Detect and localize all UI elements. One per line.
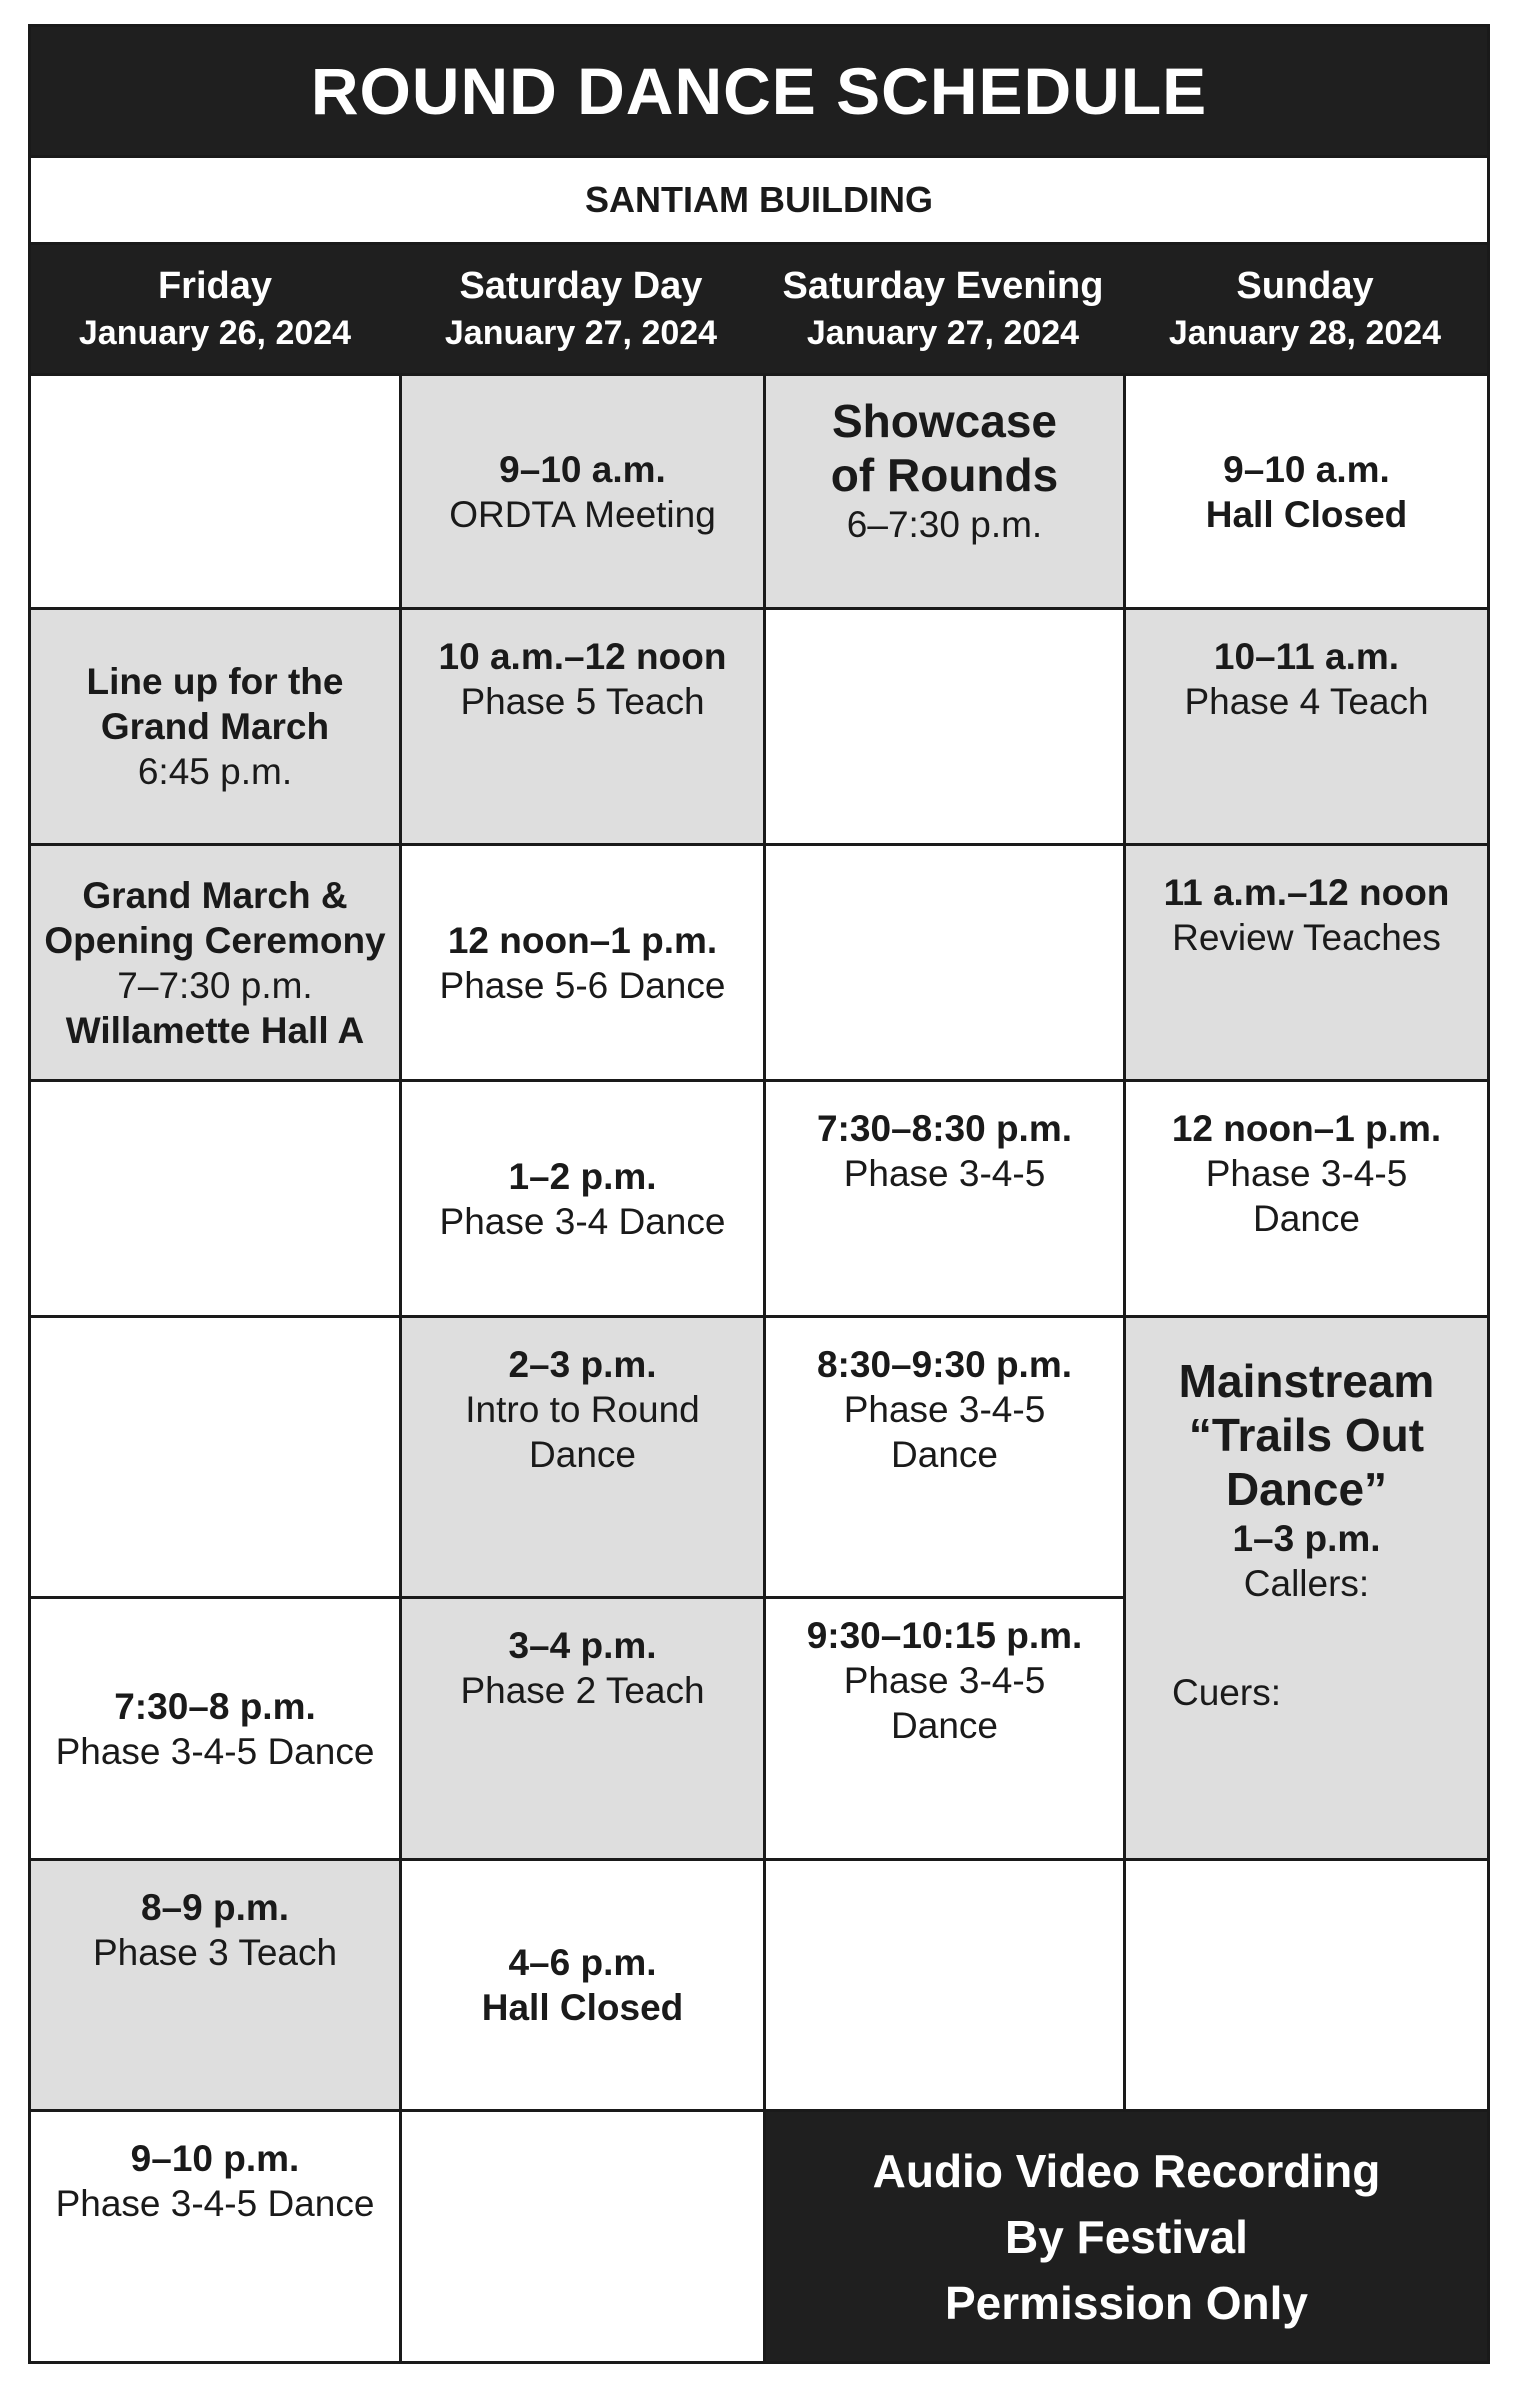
event-title: Phase 3 Teach	[92, 1932, 338, 1973]
schedule-table	[28, 24, 1490, 2364]
event-title: Hall Closed	[481, 1987, 684, 2028]
event-time: 10 a.m.–12 noon	[438, 636, 727, 677]
sunday-empty-slot	[1123, 1858, 1490, 2112]
event-title: Phase 3-4-5	[843, 1153, 1046, 1194]
event-title: Dance	[891, 1434, 998, 1475]
event-time: 8:30–9:30 p.m.	[816, 1344, 1073, 1385]
event-time: 2–3 p.m.	[508, 1344, 657, 1385]
saturday-evening-empty-2	[763, 843, 1126, 1082]
event-title: Phase 3-4-5	[1205, 1153, 1408, 1194]
event-time: 1–3 p.m.	[1232, 1518, 1381, 1559]
saturday-evening-showcase	[763, 373, 1126, 610]
notice-line: Permission Only	[944, 2276, 1308, 2329]
event-title: Hall Closed	[1205, 493, 1408, 535]
saturday-phase5-teach	[399, 607, 766, 846]
column-header-sunday	[1123, 245, 1487, 373]
event-title: Phase 3-4-5 Dance	[55, 1730, 375, 1772]
event-time: 9–10 p.m.	[130, 2138, 300, 2179]
friday-empty-slot-3	[28, 1315, 402, 1599]
building-name: SANTIAM BUILDING	[31, 155, 1487, 245]
event-title: Showcase	[832, 395, 1057, 447]
column-date: January 27, 2024	[444, 314, 718, 352]
schedule-title: ROUND DANCE SCHEDULE	[31, 27, 1487, 155]
column-day: Friday	[157, 265, 273, 307]
event-title: Opening Ceremony	[44, 919, 386, 961]
saturday-empty-slot	[399, 2109, 766, 2364]
saturday-phase56-dance	[399, 843, 766, 1082]
saturday-intro-round-dance	[399, 1315, 766, 1599]
saturday-hall-closed	[399, 1858, 766, 2112]
event-title: Review Teaches	[1172, 917, 1441, 958]
event-title: Phase 5-6 Dance	[439, 964, 726, 1006]
column-date: January 26, 2024	[78, 314, 352, 352]
column-date: January 28, 2024	[1168, 314, 1442, 352]
column-day: Saturday Evening	[782, 265, 1104, 307]
friday-teach-8	[28, 1858, 402, 2112]
cuers-label: Cuers:	[1172, 1672, 1281, 1713]
event-title: ORDTA Meeting	[449, 493, 716, 535]
event-time: 1–2 p.m.	[508, 1155, 657, 1197]
saturday-phase2-teach	[399, 1596, 766, 1861]
event-time: 7–7:30 p.m.	[117, 964, 313, 1006]
sunday-review-teaches	[1123, 843, 1490, 1082]
saturday-evening-dance-930	[763, 1596, 1126, 1861]
event-title: Line up for the	[86, 661, 344, 702]
event-time: 4–6 p.m.	[508, 1942, 657, 1983]
column-header-friday	[31, 245, 399, 373]
friday-dance-730	[28, 1596, 402, 1861]
event-title: Dance	[1253, 1198, 1360, 1239]
event-time: 9–10 a.m.	[499, 448, 666, 490]
saturday-ordta-meeting	[399, 373, 766, 610]
event-time: 12 noon–1 p.m.	[1171, 1108, 1442, 1149]
column-header-saturday-evening	[763, 245, 1123, 373]
event-title: Phase 2 Teach	[460, 1670, 705, 1711]
event-title: Grand March &	[82, 874, 348, 916]
event-title: Dance	[891, 1705, 998, 1746]
sunday-hall-closed	[1123, 373, 1490, 610]
event-title: Grand March	[100, 706, 330, 747]
saturday-evening-empty-3	[763, 1858, 1126, 2112]
event-time: 10–11 a.m.	[1213, 636, 1400, 677]
event-title: Phase 4 Teach	[1184, 681, 1429, 722]
event-title: Phase 3-4-5 Dance	[55, 2183, 375, 2224]
recording-notice	[763, 2109, 1490, 2364]
column-day: Saturday Day	[459, 265, 703, 307]
event-time: 9:30–10:15 p.m.	[806, 1615, 1083, 1656]
event-title: Mainstream	[1178, 1355, 1435, 1407]
event-title: Phase 3-4-5	[843, 1389, 1046, 1430]
event-time: 7:30–8 p.m.	[114, 1685, 316, 1727]
event-title: Dance	[529, 1434, 636, 1475]
event-time: 6–7:30 p.m.	[846, 504, 1043, 545]
notice-line: By Festival	[1005, 2210, 1248, 2263]
friday-opening-ceremony	[28, 843, 402, 1082]
event-title: Phase 3-4 Dance	[439, 1200, 726, 1242]
callers-label: Callers:	[1243, 1563, 1370, 1604]
sunday-mainstream-trails-out-dance	[1123, 1315, 1490, 1861]
event-title: Phase 3-4-5	[843, 1660, 1046, 1701]
friday-dance-9	[28, 2109, 402, 2364]
saturday-evening-dance-730	[763, 1079, 1126, 1318]
column-day: Sunday	[1236, 265, 1374, 307]
event-time: 9–10 a.m.	[1223, 448, 1390, 490]
saturday-phase34-dance	[399, 1079, 766, 1318]
event-time: 7:30–8:30 p.m.	[816, 1108, 1073, 1149]
event-title: of Rounds	[830, 449, 1059, 501]
sunday-phase345-dance	[1123, 1079, 1490, 1318]
event-time: 3–4 p.m.	[508, 1625, 657, 1666]
notice-line: Audio Video Recording	[872, 2144, 1381, 2197]
friday-empty-slot-2	[28, 1079, 402, 1318]
event-time: 6:45 p.m.	[137, 751, 293, 792]
event-title: Dance”	[1225, 1463, 1388, 1515]
friday-grand-march-lineup	[28, 607, 402, 846]
event-title: Phase 5 Teach	[460, 681, 705, 722]
saturday-evening-dance-830	[763, 1315, 1126, 1599]
event-title: Intro to Round	[465, 1389, 700, 1430]
event-time: 8–9 p.m.	[140, 1887, 290, 1928]
saturday-evening-empty-1	[763, 607, 1126, 846]
sunday-phase4-teach	[1123, 607, 1490, 846]
column-header-saturday-day	[399, 245, 763, 373]
event-location: Willamette Hall A	[65, 1009, 365, 1051]
event-time: 12 noon–1 p.m.	[447, 919, 718, 961]
column-date: January 27, 2024	[806, 314, 1080, 352]
event-time: 11 a.m.–12 noon	[1163, 872, 1450, 913]
event-title: “Trails Out	[1188, 1409, 1425, 1461]
friday-empty-slot-1	[28, 373, 402, 610]
